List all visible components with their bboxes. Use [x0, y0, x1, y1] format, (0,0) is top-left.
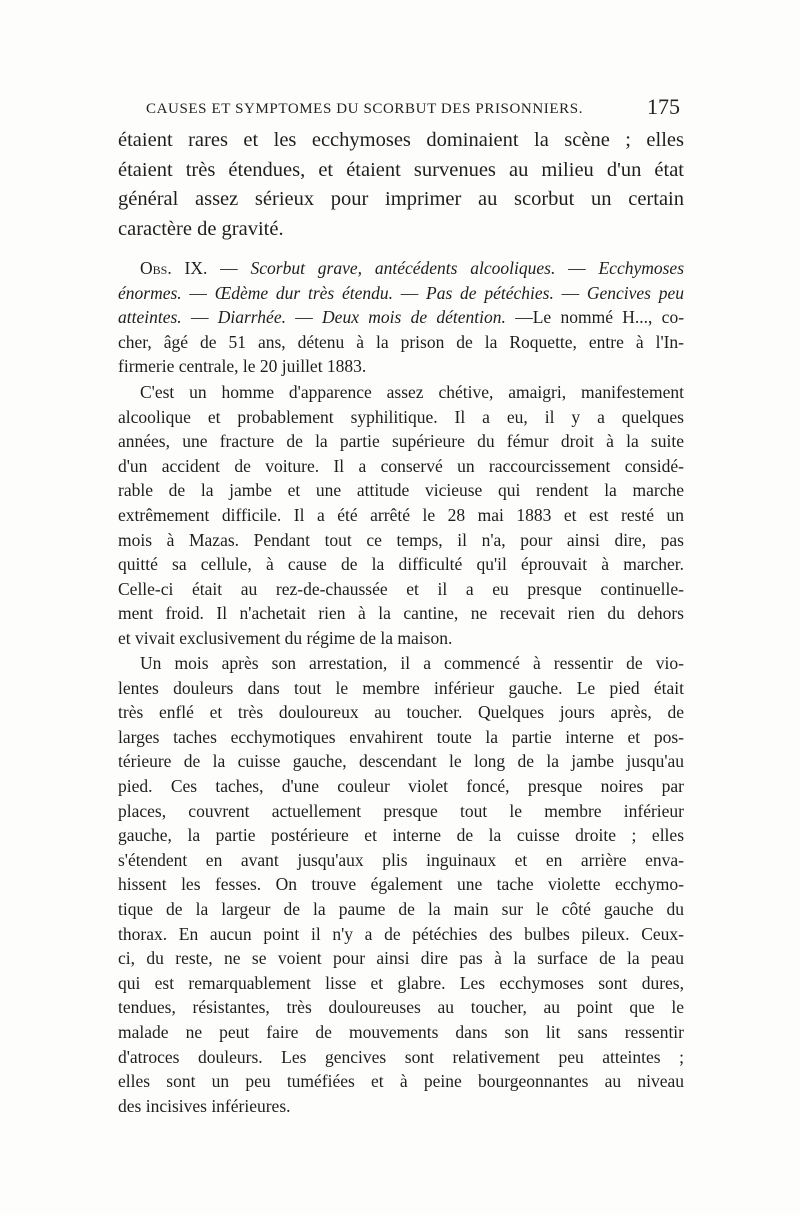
text-line: caractère de gravité. — [118, 217, 284, 240]
paragraph-2 — [118, 380, 684, 651]
text-line: d'un accident de voiture. Il a conservé un raccourcissement considé- — [118, 455, 684, 476]
text-line: alcoolique et probablement syphilitique. Il a eu, il y a quelques — [118, 406, 684, 427]
text-line: larges taches ecchymotiques envahirent toute la partie interne et pos- — [118, 726, 684, 747]
observation-title-part: Gencives peu — [586, 282, 684, 303]
text-line: hissent les fesses. On trouve également une tache violette ecchymo- — [118, 874, 684, 895]
text-line: pied. Ces taches, d'une couleur violet foncé, presque noires par — [118, 775, 684, 796]
observation-title-part: énormes. — [118, 282, 182, 303]
intro-paragraph — [118, 126, 684, 244]
text-line: elles sont un peu tuméfiées et à peine bourgeonnantes au niveau — [118, 1071, 684, 1092]
text-line: térieure de la cuisse gauche, descendant le long de la jambe jusqu'au — [118, 751, 684, 772]
text-line: ci, du reste, ne se voient pour ainsi dire pas à la surface de la peau — [118, 948, 684, 969]
text-line: qui est remarquablement lisse et glabre. Les ecchymoses sont dures, — [118, 972, 684, 993]
text-line: et vivait exclusivement du régime de la maison. — [118, 627, 453, 648]
text-line: tendues, résistantes, très douloureuses au toucher, au point que le — [118, 997, 684, 1018]
text-line: quitté sa cellule, à cause de la difficulté qu'il éprouvait à marcher. — [118, 554, 684, 575]
text-line: très enflé et très douloureux au toucher. Quelques jours après, de — [118, 702, 684, 723]
observation-title-part: atteintes. — [118, 307, 182, 328]
observation-heading — [118, 256, 684, 379]
text-line: atteintes. — Diarrhée. — Deux mois de détention. —Le nommé H..., co- — [118, 307, 684, 328]
text-line: ment froid. Il n'achetait rien à la cantine, ne recevait rien du dehors — [118, 603, 684, 624]
observation-title-part: Ecchymoses — [598, 258, 684, 278]
text-line: malade ne peut faire de mouvements dans son lit sans ressentir — [118, 1021, 684, 1042]
text-line: lentes douleurs dans tout le membre inférieur gauche. Le pied était — [118, 677, 684, 698]
text-line: années, une fracture de la partie supérieure du fémur droit à la suite — [118, 431, 684, 452]
text-line: étaient très étendues, et étaient survenues au milieu d'un état — [118, 158, 684, 181]
text-line: étaient rares et les ecchymoses dominaient la scène ; elles — [118, 129, 684, 151]
text-line: C'est un homme d'apparence assez chétive, amaigri, manifestement — [140, 382, 684, 402]
running-header — [118, 94, 684, 122]
text-line: gauche, la partie postérieure et interne de la cuisse droite ; elles — [118, 825, 684, 846]
text-line: s'étendent en avant jusqu'aux plis inguinaux et en arrière enva- — [118, 849, 684, 870]
observation-title-part: Pas de pétéchies. — [426, 282, 554, 303]
text-line: des incisives inférieures. — [118, 1095, 291, 1116]
text-line: Un mois après son arrestation, il a commencé à ressentir de vio- — [140, 653, 684, 673]
text-line: général assez sérieux pour imprimer au scorbut un certain — [118, 188, 684, 210]
text-line: tique de la largeur de la paume de la main sur le côté gauche du — [118, 898, 684, 919]
observation-title-part: Diarrhée. — [217, 307, 286, 328]
observation-text: —Le nommé H..., co- — [515, 307, 684, 328]
paragraph-3 — [118, 651, 684, 1118]
observation-label: Obs. IX. — [140, 258, 208, 278]
page-number: 175 — [647, 94, 680, 119]
observation-title-part: Scorbut grave, antécédents alcooliques. — [250, 258, 556, 278]
observation-title-part: Œdème dur très étendu. — [214, 282, 394, 303]
observation-dash: — — [207, 258, 251, 278]
text-line: rable de la jambe et une attitude vicieuse qui rendent la marche — [118, 480, 684, 501]
text-line: mois à Mazas. Pendant tout ce temps, il n'a, pour ainsi dire, pas — [118, 529, 684, 550]
text-line: Obs. IX. — Scorbut grave, antécédents alcooliques. — Ecchymoses — [140, 258, 684, 278]
text-line: d'atroces douleurs. Les gencives sont relativement peu atteintes ; — [118, 1046, 684, 1067]
observation-title-part: Deux mois de détention. — [322, 307, 506, 328]
running-title: CAUSES ET SYMPTOMES DU SCORBUT DES PRISONNIERS. — [146, 101, 584, 117]
text-line: firmerie centrale, le 20 juillet 1883. — [118, 356, 367, 377]
text-line: Celle-ci était au rez-de-chaussée et il a eu presque continuelle- — [118, 578, 684, 599]
text-line: cher, âgé de 51 ans, détenu à la prison de la Roquette, entre à l'In- — [118, 331, 684, 352]
text-line: énormes. — Œdème dur très étendu. — Pas de pétéchies. — Gencives peu — [118, 282, 684, 303]
text-line: extrêmement difficile. Il a été arrêté le 28 mai 1883 et est resté un — [118, 504, 684, 525]
text-line: places, couvrent actuellement presque tout le membre inférieur — [118, 800, 684, 821]
text-line: thorax. En aucun point il n'y a de pétéchies des bulbes pileux. Ceux- — [118, 923, 684, 944]
